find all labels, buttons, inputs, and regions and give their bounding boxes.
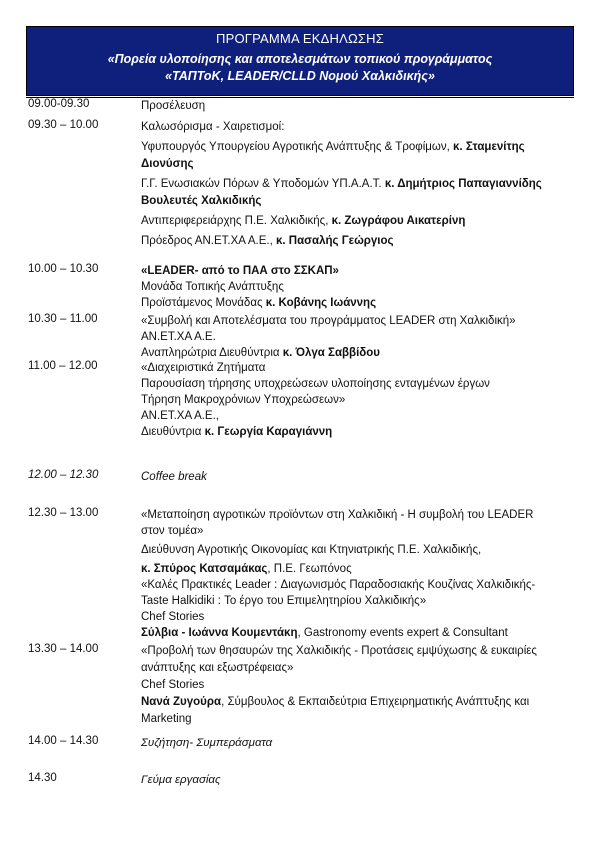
- desc-line: Γ.Γ. Ενωσιακών Πόρων & Υποδομών ΥΠ.Α.Α.Τ. κ. Δημήτριος Παπαγιαννίδης: [141, 178, 542, 190]
- desc-line: ΑΝ.ΕΤ.ΧΑ Α.Ε.,: [141, 410, 219, 422]
- time-slot: 10.30 – 11.00: [28, 313, 98, 325]
- desc-line: Τήρηση Μακροχρόνιων Υποχρεώσεων»: [141, 394, 346, 406]
- desc-line: Coffee break: [141, 471, 207, 483]
- time-slot: 12.00 – 12.30: [28, 469, 99, 481]
- desc-line: Γεύμα εργασίας: [141, 774, 221, 786]
- desc-line: Διεύθυνση Αγροτικής Οικονομίας και Κτηνιατρικής Π.Ε. Χαλκιδικής,: [141, 544, 482, 556]
- desc-line: ανάπτυξης και εξωστρέφειας»: [141, 662, 294, 674]
- event-subtitle-line-2: «ΤΑΠΤοΚ, LEADER/CLLD Νομού Χαλκιδικής»: [165, 69, 435, 83]
- event-subtitle-line-1: «Πορεία υλοποίησης και αποτελεσμάτων τοπικού προγράμματος: [107, 52, 493, 66]
- desc-line: Καλωσόρισμα - Χαιρετισμοί:: [141, 121, 285, 133]
- item-description: [141, 263, 581, 311]
- desc-line: Σύλβια - Ιωάννα Κουμεντάκη, Gastronomy events expert & Consultant: [141, 627, 508, 639]
- desc-line: Chef Stories: [141, 679, 205, 691]
- desc-line: Διονύσης: [141, 158, 194, 170]
- desc-line: «Συμβολή και Αποτελέσματα του προγράμματος LEADER στη Χαλκιδική»: [141, 315, 516, 327]
- desc-line: Μονάδα Τοπικής Ανάπτυξης: [141, 281, 284, 293]
- desc-line: Αναπληρώτρια Διευθύντρια κ. Όλγα Σαββίδου: [141, 347, 380, 359]
- desc-line: Υφυπουργός Υπουργείου Αγροτικής Ανάπτυξης & Τροφίμων, κ. Σταμενίτης: [141, 141, 525, 153]
- desc-line: Προϊστάμενος Μονάδας κ. Κοβάνης Ιωάννης: [141, 297, 377, 309]
- time-slot: 12.30 – 13.00: [28, 507, 99, 519]
- item-description: [141, 469, 581, 485]
- time-slot: 13.30 – 14.00: [28, 643, 99, 655]
- desc-line: Νανά Ζυγούρα, Σύμβουλος & Εκπαιδεύτρια Επιχειρηματικής Ανάπτυξης και: [141, 696, 530, 708]
- item-description: [141, 772, 581, 788]
- desc-line: Παρουσίαση τήρησης υποχρεώσεων υλοποίησης ενταγμένων έργων: [141, 378, 490, 390]
- desc-line: ΑΝ.ΕΤ.ΧΑ Α.Ε.: [141, 331, 216, 343]
- program-header: [26, 26, 574, 96]
- desc-line: Αντιπεριφερειάρχης Π.Ε. Χαλκιδικής, κ. Ζωγράφου Αικατερίνη: [141, 215, 466, 227]
- desc-line: «Μεταποίηση αγροτικών προϊόντων στη Χαλκιδική - Η συμβολή του LEADER: [141, 509, 534, 521]
- time-slot: 14.00 – 14.30: [28, 735, 99, 747]
- desc-line: Chef Stories: [141, 611, 205, 623]
- program-title: ΠΡΟΓΡΑΜΜΑ ΕΚΔΗΛΩΣΗΣ: [215, 31, 384, 46]
- desc-line: στον τομέα»: [141, 525, 204, 537]
- desc-line: Συζήτηση- Συμπεράσματα: [141, 737, 273, 749]
- desc-line: «Διαχειριστικά Ζητήματα: [141, 362, 266, 374]
- item-description: [141, 643, 581, 728]
- desc-line: Πρόεδρος ΑΝ.ΕΤ.ΧΑ Α.Ε., κ. Πασαλής Γεώργιος: [141, 235, 394, 247]
- item-description: [141, 98, 581, 114]
- desc-line: κ. Σπύρος Κατσαμάκας, Π.Ε. Γεωπόνος: [141, 563, 352, 575]
- desc-line: Taste Halkidiki : Το έργο του Επιμελητηρίου Χαλκιδικής»: [141, 595, 427, 607]
- time-slot: 14.30: [28, 772, 57, 784]
- desc-line: Προσέλευση: [141, 100, 206, 112]
- desc-line: «Προβολή των θησαυρών της Χαλκιδικής - Προτάσεις εμψύχωσης & ευκαιρίες: [141, 645, 537, 657]
- item-description: [141, 360, 581, 440]
- time-slot: 11.00 – 12.00: [28, 360, 98, 372]
- desc-line: «LEADER- από το ΠΑΑ στο ΣΣΚΑΠ»: [141, 265, 339, 277]
- desc-line: Marketing: [141, 713, 192, 725]
- desc-line: Διευθύντρια κ. Γεωργία Καραγιάννη: [141, 426, 333, 438]
- time-slot: 09.00-09.30: [28, 98, 90, 110]
- time-slot: 10.00 – 10.30: [28, 263, 99, 275]
- item-description: [141, 735, 581, 751]
- time-slot: 09.30 – 10.00: [28, 119, 99, 131]
- item-description: [141, 119, 581, 250]
- desc-line: «Καλές Πρακτικές Leader : Διαγωνισμός Παραδοσιακής Κουζίνας Χαλκιδικής-: [141, 579, 536, 591]
- item-description: [141, 507, 581, 641]
- item-description: [141, 313, 581, 361]
- desc-line: Βουλευτές Χαλκιδικής: [141, 195, 262, 207]
